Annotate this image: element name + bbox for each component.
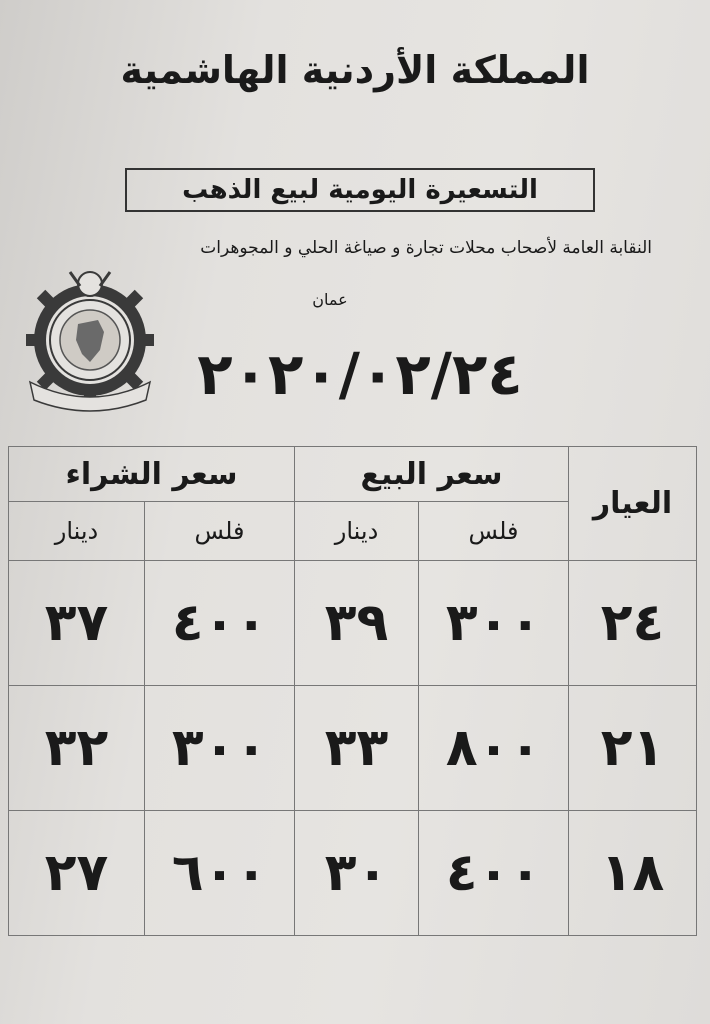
- karat-cell: ١٨: [569, 811, 697, 936]
- buy-fils-cell: ٦٠٠: [145, 811, 295, 936]
- subtitle-box: [125, 168, 595, 212]
- buy-price-header: سعر الشراء: [9, 447, 295, 502]
- table-row: [9, 811, 697, 936]
- sell-dinar-header: دينار: [295, 502, 419, 561]
- price-table: [8, 446, 697, 936]
- union-seal-icon: [20, 262, 160, 412]
- sell-dinar-cell: ٣٩: [295, 561, 419, 686]
- sell-dinar-cell: ٣٠: [295, 811, 419, 936]
- sell-fils-cell: ٨٠٠: [419, 686, 569, 811]
- union-name: النقابة العامة لأصحاب محلات تجارة و صياغة الحلي و المجوهرات: [200, 238, 652, 258]
- karat-header: العيار: [569, 447, 697, 561]
- karat-cell: ٢٤: [569, 561, 697, 686]
- table-row: [9, 561, 697, 686]
- buy-fils-cell: ٤٠٠: [145, 561, 295, 686]
- price-date: ٢٠٢٠/٠٢/٢٤: [197, 340, 523, 408]
- table-row: [9, 686, 697, 811]
- buy-dinar-cell: ٣٢: [9, 686, 145, 811]
- subtitle: التسعيرة اليومية لبيع الذهب: [182, 175, 538, 205]
- sell-dinar-cell: ٣٣: [295, 686, 419, 811]
- sell-fils-cell: ٣٠٠: [419, 561, 569, 686]
- sell-price-header: سعر البيع: [295, 447, 569, 502]
- city-name: عمان: [312, 290, 348, 309]
- buy-dinar-cell: ٢٧: [9, 811, 145, 936]
- sell-fils-cell: ٤٠٠: [419, 811, 569, 936]
- buy-dinar-cell: ٣٧: [9, 561, 145, 686]
- buy-fils-header: فلس: [145, 502, 295, 561]
- karat-cell: ٢١: [569, 686, 697, 811]
- buy-dinar-header: دينار: [9, 502, 145, 561]
- page-title: المملكة الأردنية الهاشمية: [120, 48, 590, 92]
- buy-fils-cell: ٣٠٠: [145, 686, 295, 811]
- sell-fils-header: فلس: [419, 502, 569, 561]
